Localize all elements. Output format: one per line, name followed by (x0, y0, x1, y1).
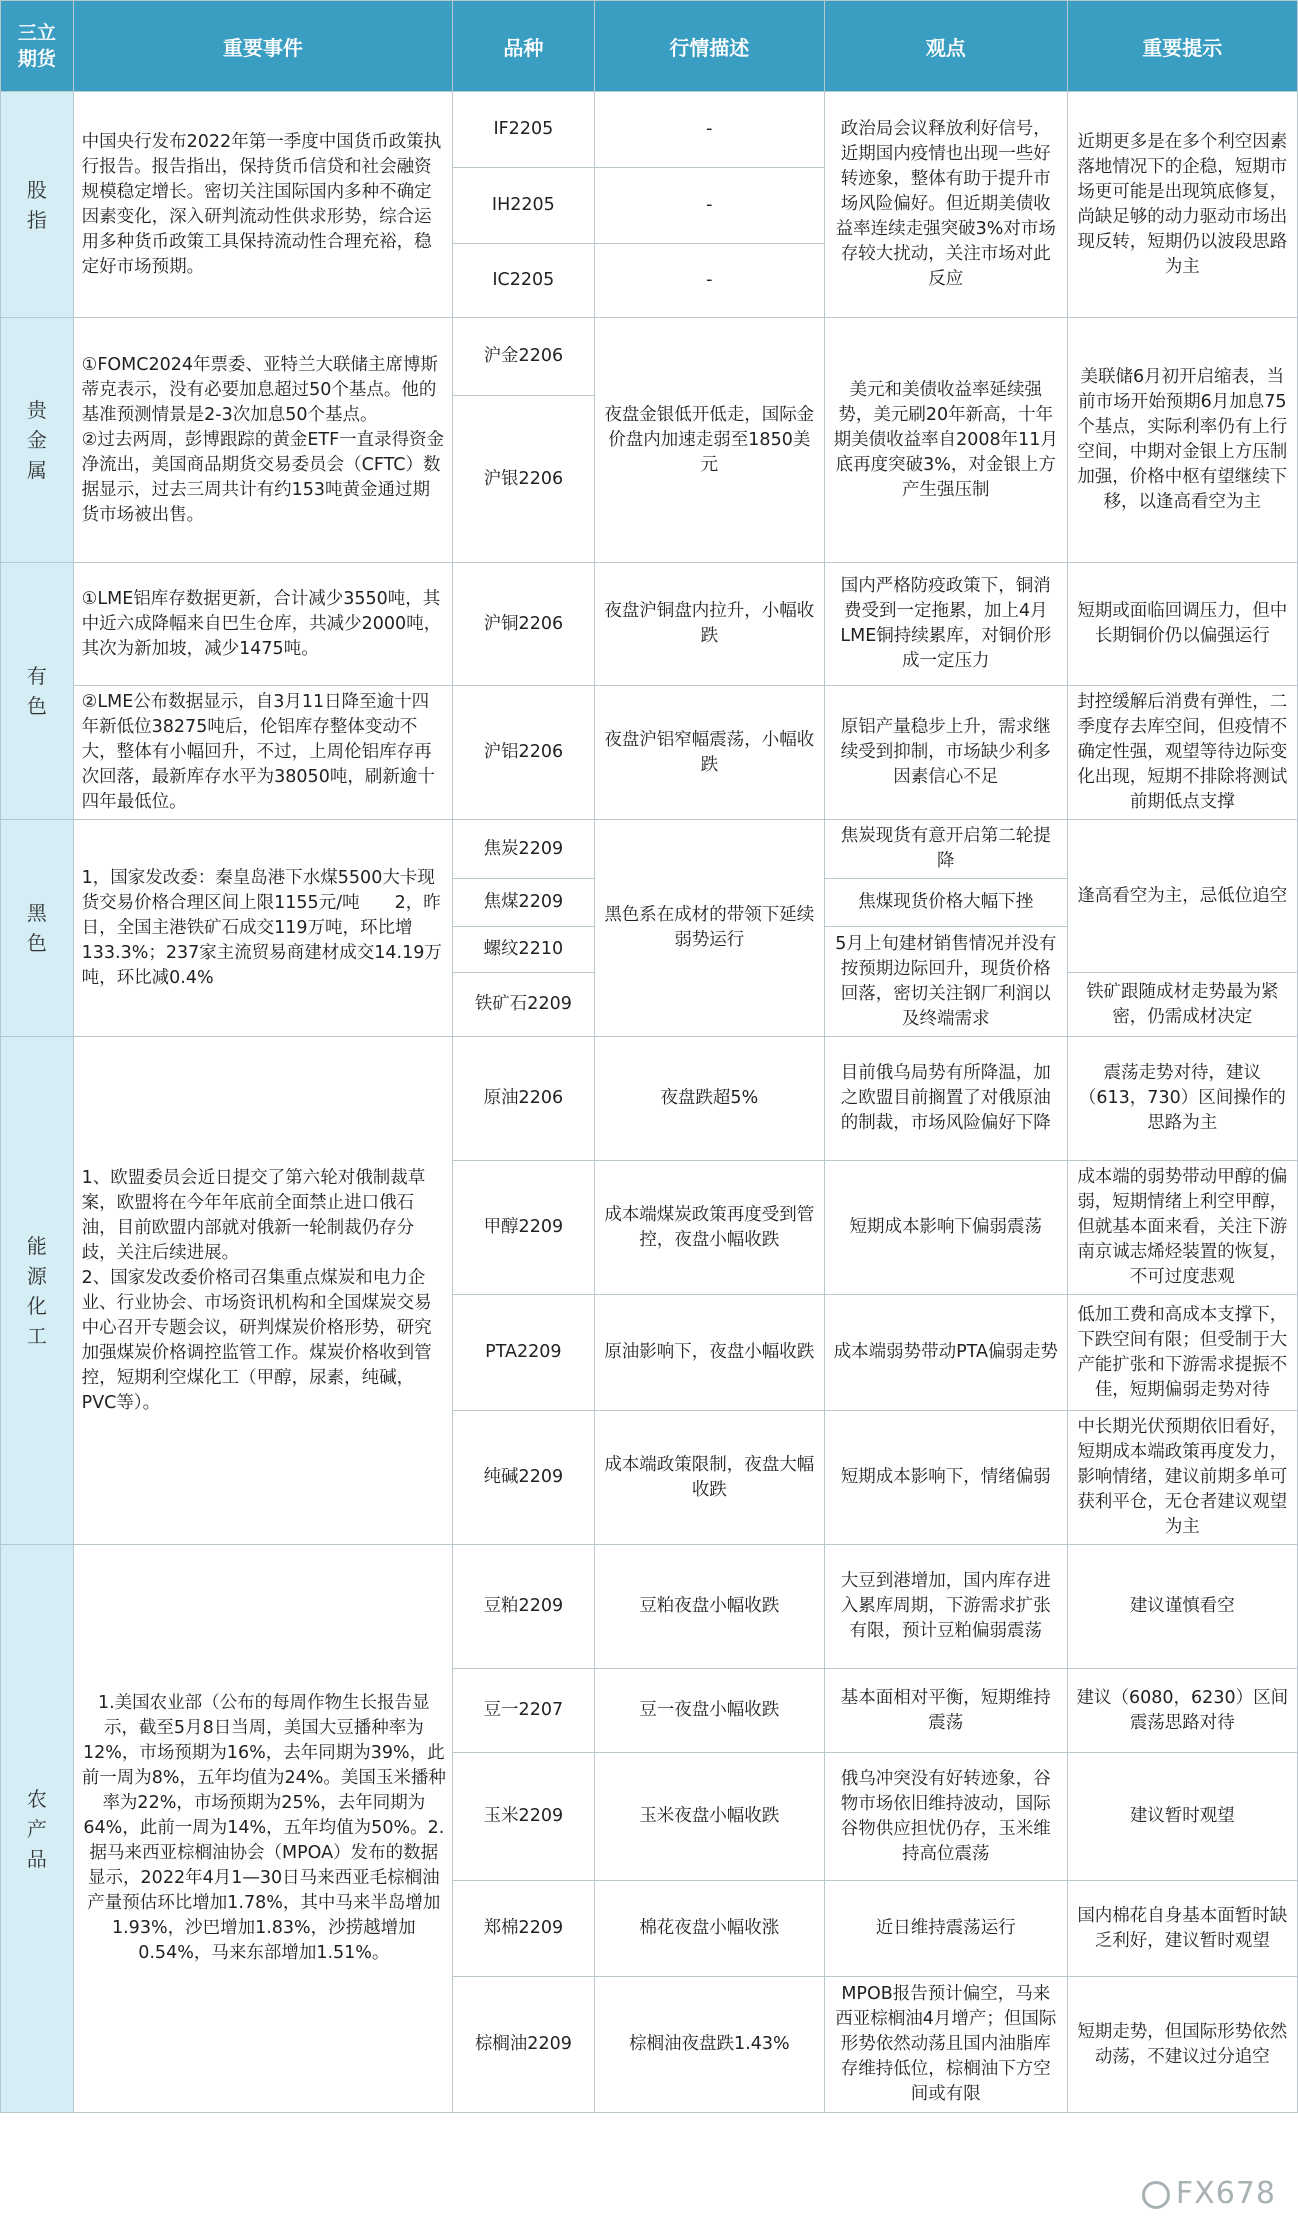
description-cell: 豆一夜盘小幅收跌 (594, 1669, 824, 1753)
tip-cell: 低加工费和高成本支撑下，下跌空间有限；但受制于大产能扩张和下游需求提振不佳，短期偏弱走势对待 (1067, 1295, 1297, 1411)
variety-cell: 原油2206 (453, 1037, 595, 1161)
header-label: 品种 (503, 35, 544, 60)
description-cell: 夜盘跌超5% (594, 1037, 824, 1161)
tip-cell: 逢高看空为主，忌低位追空 (1067, 820, 1297, 973)
view-cell: 美元和美债收益率延续强势，美元刷20年新高，十年期美债收益率自2008年11月底再度突破3%，对金银上方产生强压制 (824, 318, 1067, 563)
variety-cell: 郑棉2209 (453, 1881, 595, 1977)
tip-cell: 美联储6月初开启缩表，当前市场开始预期6月加息75个基点，实际利率仍有上行空间，中期对金银上方压制加强，价格中枢有望继续下移，以逢高看空为主 (1067, 318, 1297, 563)
event-cell: 1.美国农业部（公布的每周作物生长报告显示，截至5月8日当周，美国大豆播种率为12%，市场预期为16%，去年同期为39%，此前一周为8%，五年均值为24%。美国玉米播种率为22%，市场预期为25%，去年同期为64%，此前一周为14%，五年均值为50%。2.据马来西亚棕榈油协会（MPOA）发布的数据显示，2022年4月1—30日马来西亚毛棕榈油产量预估环比增加1.78%，其中马来半岛增加1.93%，沙巴增加1.83%，沙捞越增加0.54%，马来东部增加1.51%。 (73, 1545, 452, 2113)
category-cell: 股 指 (1, 92, 74, 318)
view-cell: 国内严格防疫政策下，铜消费受到一定拖累，加上4月LME铜持续累库，对铜价形成一定压力 (824, 563, 1067, 686)
description-cell: 夜盘沪铜盘内拉升，小幅收跌 (594, 563, 824, 686)
header-row (1, 1, 1298, 92)
description-cell: 成本端煤炭政策再度受到管控，夜盘小幅收跌 (594, 1161, 824, 1295)
description-cell: - (594, 244, 824, 318)
view-cell: 5月上旬建材销售情况并没有按预期边际回升，现货价格回落，密切关注钢厂利润以及终端需求 (824, 927, 1067, 1037)
tip-cell: 震荡走势对待，建议（613，730）区间操作的思路为主 (1067, 1037, 1297, 1161)
view-cell: 大豆到港增加，国内库存进入累库周期，下游需求扩张有限，预计豆粕偏弱震荡 (824, 1545, 1067, 1669)
table-row (1, 1037, 1298, 1161)
variety-cell: 沪铜2206 (453, 563, 595, 686)
category-cell: 有 色 (1, 563, 74, 820)
header-label: 重要提示 (1142, 35, 1223, 60)
header-events (73, 1, 452, 92)
view-cell: 短期成本影响下偏弱震荡 (824, 1161, 1067, 1295)
variety-cell: 豆粕2209 (453, 1545, 595, 1669)
view-cell: 焦煤现货价格大幅下挫 (824, 879, 1067, 927)
tip-cell: 建议暂时观望 (1067, 1753, 1297, 1881)
header-label: 三立 期货 (17, 22, 56, 70)
event-cell: 1，国家发改委：秦皇岛港下水煤5500大卡现货交易价格合理区间上限1155元/吨 2，昨日，全国主港铁矿石成交119万吨，环比增133.3%；237家主流贸易商建材成交14.19万吨，环比减0.4% (73, 820, 452, 1037)
header-label: 观点 (925, 35, 966, 60)
variety-cell: 豆一2207 (453, 1669, 595, 1753)
header-tip (1067, 1, 1297, 92)
tip-cell: 短期或面临回调压力，但中长期铜价仍以偏强运行 (1067, 563, 1297, 686)
header-company (1, 1, 74, 92)
event-cell: ①FOMC2024年票委、亚特兰大联储主席博斯蒂克表示，没有必要加息超过50个基点。他的基准预测情景是2-3次加息50个基点。 ②过去两周，彭博跟踪的黄金ETF一直录得资金净流出，美国商品期货交易委员会（CFTC）数据显示，过去三周共计有约153吨黄金通过期货市场被出售。 (73, 318, 452, 563)
variety-cell: IC2205 (453, 244, 595, 318)
variety-cell: 焦炭2209 (453, 820, 595, 879)
table-row (1, 1545, 1298, 1669)
watermark-logo (1142, 2176, 1276, 2211)
table-row (1, 318, 1298, 396)
view-cell: 短期成本影响下，情绪偏弱 (824, 1411, 1067, 1545)
variety-cell: 焦煤2209 (453, 879, 595, 927)
view-cell: 基本面相对平衡，短期维持震荡 (824, 1669, 1067, 1753)
variety-cell: 沪银2206 (453, 396, 595, 563)
variety-cell: PTA2209 (453, 1295, 595, 1411)
table-row (1, 820, 1298, 879)
header-label: 重要事件 (222, 35, 303, 60)
description-cell: 夜盘沪铝窄幅震荡，小幅收跌 (594, 686, 824, 820)
view-cell: 近日维持震荡运行 (824, 1881, 1067, 1977)
tip-cell: 近期更多是在多个利空因素落地情况下的企稳，短期市场更可能是出现筑底修复，尚缺足够的动力驱动市场出现反转，短期仍以波段思路为主 (1067, 92, 1297, 318)
view-cell: 原铝产量稳步上升，需求继续受到抑制，市场缺少利多因素信心不足 (824, 686, 1067, 820)
header-label: 行情描述 (669, 35, 750, 60)
variety-cell: IF2205 (453, 92, 595, 168)
view-cell: 政治局会议释放利好信号，近期国内疫情也出现一些好转迹象，整体有助于提升市场风险偏好。但近期美债收益率连续走强突破3%对市场存较大扰动，关注市场对此反应 (824, 92, 1067, 318)
description-cell: 成本端政策限制，夜盘大幅收跌 (594, 1411, 824, 1545)
tip-cell: 铁矿跟随成材走势最为紧密，仍需成材决定 (1067, 973, 1297, 1037)
variety-cell: 螺纹2210 (453, 927, 595, 973)
header-variety (453, 1, 595, 92)
event-cell: ①LME铝库存数据更新，合计减少3550吨，其中近六成降幅来自巴生仓库，共减少2000吨，其次为新加坡，减少1475吨。 (73, 563, 452, 686)
view-cell: 成本端弱势带动PTA偏弱走势 (824, 1295, 1067, 1411)
table-row (1, 563, 1298, 686)
variety-cell: IH2205 (453, 168, 595, 244)
tip-cell: 封控缓解后消费有弹性，二季度存去库空间，但疫情不确定性强，观望等待边际变化出现，短期不排除将测试前期低点支撑 (1067, 686, 1297, 820)
watermark-text: FX678 (1175, 2176, 1276, 2211)
variety-cell: 玉米2209 (453, 1753, 595, 1881)
category-cell: 农 产 品 (1, 1545, 74, 2113)
category-cell: 黑 色 (1, 820, 74, 1037)
tip-cell: 国内棉花自身基本面暂时缺乏利好，建议暂时观望 (1067, 1881, 1297, 1977)
logo-icon (1142, 2181, 1170, 2209)
view-cell: 焦炭现货有意开启第二轮提降 (824, 820, 1067, 879)
description-cell: 棉花夜盘小幅收涨 (594, 1881, 824, 1977)
category-cell: 能 源 化 工 (1, 1037, 74, 1545)
category-cell: 贵 金 属 (1, 318, 74, 563)
variety-cell: 甲醇2209 (453, 1161, 595, 1295)
description-cell: 夜盘金银低开低走，国际金价盘内加速走弱至1850美元 (594, 318, 824, 563)
variety-cell: 铁矿石2209 (453, 973, 595, 1037)
header-view (824, 1, 1067, 92)
event-cell: 中国央行发布2022年第一季度中国货币政策执行报告。报告指出，保持货币信贷和社会融资规模稳定增长。密切关注国际国内多种不确定因素变化，深入研判流动性供求形势，综合运用多种货币政策工具保持流动性合理充裕，稳定好市场预期。 (73, 92, 452, 318)
tip-cell: 建议谨慎看空 (1067, 1545, 1297, 1669)
variety-cell: 纯碱2209 (453, 1411, 595, 1545)
tip-cell: 成本端的弱势带动甲醇的偏弱，短期情绪上利空甲醇，但就基本面来看，关注下游南京诚志烯烃装置的恢复，不可过度悲观 (1067, 1161, 1297, 1295)
event-cell: ②LME公布数据显示，自3月11日降至逾十四年新低位38275吨后，伦铝库存整体变动不大，整体有小幅回升，不过，上周伦铝库存再次回落，最新库存水平为38050吨，刷新逾十四年最低位。 (73, 686, 452, 820)
variety-cell: 沪铝2206 (453, 686, 595, 820)
variety-cell: 沪金2206 (453, 318, 595, 396)
variety-cell: 棕榈油2209 (453, 1977, 595, 2113)
description-cell: 豆粕夜盘小幅收跌 (594, 1545, 824, 1669)
description-cell: 原油影响下，夜盘小幅收跌 (594, 1295, 824, 1411)
tip-cell: 中长期光伏预期依旧看好，短期成本端政策再度发力，影响情绪，建议前期多单可获利平仓，无仓者建议观望为主 (1067, 1411, 1297, 1545)
view-cell: 俄乌冲突没有好转迹象，谷物市场依旧维持波动，国际谷物供应担忧仍存，玉米维持高位震荡 (824, 1753, 1067, 1881)
event-cell: 1、欧盟委员会近日提交了第六轮对俄制裁草案，欧盟将在今年年底前全面禁止进口俄石油，目前欧盟内部就对俄新一轮制裁仍存分歧，关注后续进展。 2、国家发改委价格司召集重点煤炭和电力企业、行业协会、市场资讯机构和全国煤炭交易中心召开专题会议，研判煤炭价格形势，研究加强煤炭价格调控监管工作。煤炭价格收到管控，短期利空煤化工（甲醇，尿素，纯碱，PVC等）。 (73, 1037, 452, 1545)
header-description (594, 1, 824, 92)
view-cell: MPOB报告预计偏空，马来西亚棕榈油4月增产；但国际形势依然动荡且国内油脂库存维持低位，棕榈油下方空间或有限 (824, 1977, 1067, 2113)
description-cell: - (594, 92, 824, 168)
tip-cell: 建议（6080，6230）区间震荡思路对待 (1067, 1669, 1297, 1753)
view-cell: 目前俄乌局势有所降温，加之欧盟目前搁置了对俄原油的制裁，市场风险偏好下降 (824, 1037, 1067, 1161)
description-cell: 棕榈油夜盘跌1.43% (594, 1977, 824, 2113)
description-cell: 玉米夜盘小幅收跌 (594, 1753, 824, 1881)
description-cell: - (594, 168, 824, 244)
tip-cell: 短期走势，但国际形势依然动荡，不建议过分追空 (1067, 1977, 1297, 2113)
table-row (1, 686, 1298, 820)
table-row (1, 92, 1298, 168)
description-cell: 黑色系在成材的带领下延续弱势运行 (594, 820, 824, 1037)
